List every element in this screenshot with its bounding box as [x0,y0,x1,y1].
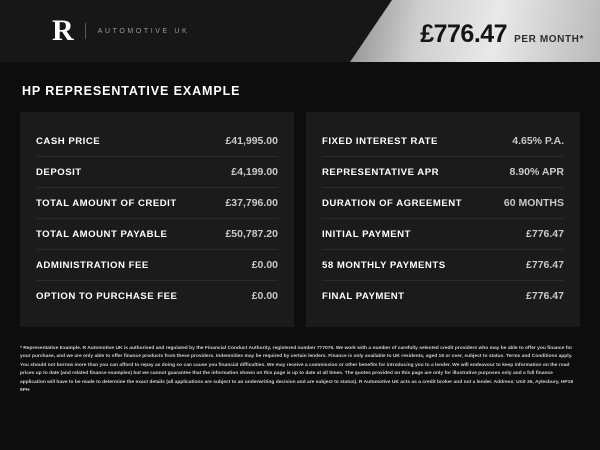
table-row [36,249,278,280]
table-row [36,218,278,249]
row-value: £0.00 [251,290,278,302]
row-label: ADMINISTRATION FEE [36,260,149,271]
row-value: 8.90% APR [509,166,564,178]
row-label: DURATION OF AGREEMENT [322,198,463,209]
table-row [36,126,278,156]
row-value: £776.47 [526,259,564,271]
disclaimer-text: * Representative Example. R Automotive UK is authorised and regulated by the Financial Conduct Authority, registered number 777076. We work with a number of carefully selected credit providers who may be able to offer you finance for your purchase, and we are only able to offer finance products from these providers. Indemnities may be required by certain lenders. Finance is only available to UK residents, aged 18 or over, subject to status. Terms and Conditions apply. You should not borrow more than you can afford to repay as doing so can cause you financial difficulties. We may receive a commission or other benefits for introducing you to a lender. We will endeavour to keep information on the road prices up to date (and related finance examples) but we cannot guarantee that the information shown on this page is up to date at all times. The quotes provided on this page are only for illustrative purposes only and a full finance application will have to be made to determine the exact details (all applications are subject to an underwriting decision and are subject to status). R Automotive UK acts as a credit broker and not a lender. Address: Unit 36, Aylesbury, HP18 9PH [20,346,574,394]
table-row [322,280,564,311]
row-value: £776.47 [526,228,564,240]
row-value: £41,995.00 [225,135,278,147]
row-value: £0.00 [251,259,278,271]
table-row [322,156,564,187]
row-label: FINAL PAYMENT [322,291,405,302]
brand-divider [85,23,86,39]
page-header [0,0,600,62]
row-label: REPRESENTATIVE APR [322,167,440,178]
logo-r-icon: R [52,14,73,47]
row-label: TOTAL AMOUNT OF CREDIT [36,198,177,209]
price-amount: £776.47 [420,20,508,48]
row-label: OPTION TO PURCHASE FEE [36,291,178,302]
row-value: 60 MONTHS [503,197,564,209]
table-row [36,156,278,187]
table-row [36,187,278,218]
row-value: 4.65% P.A. [512,135,564,147]
row-label: 58 MONTHLY PAYMENTS [322,260,446,271]
row-value: £50,787.20 [225,228,278,240]
row-label: CASH PRICE [36,136,101,147]
details-panels [0,98,600,327]
brand-name: AUTOMOTIVE UK [97,27,190,35]
row-label: DEPOSIT [36,167,82,178]
right-details-panel [306,112,580,327]
table-row [36,280,278,311]
table-row [322,126,564,156]
brand-logo [52,0,189,62]
left-details-panel [20,112,294,327]
price-banner-content [420,0,584,62]
row-label: TOTAL AMOUNT PAYABLE [36,229,168,240]
table-row [322,218,564,249]
row-value: £776.47 [526,290,564,302]
row-value: £4,199.00 [231,166,278,178]
row-label: INITIAL PAYMENT [322,229,411,240]
monthly-price-banner [350,0,600,62]
row-label: FIXED INTEREST RATE [322,136,438,147]
table-row [322,249,564,280]
price-period: PER MONTH* [514,34,584,45]
page-title: HP REPRESENTATIVE EXAMPLE [22,84,241,98]
row-value: £37,796.00 [225,197,278,209]
table-row [322,187,564,218]
